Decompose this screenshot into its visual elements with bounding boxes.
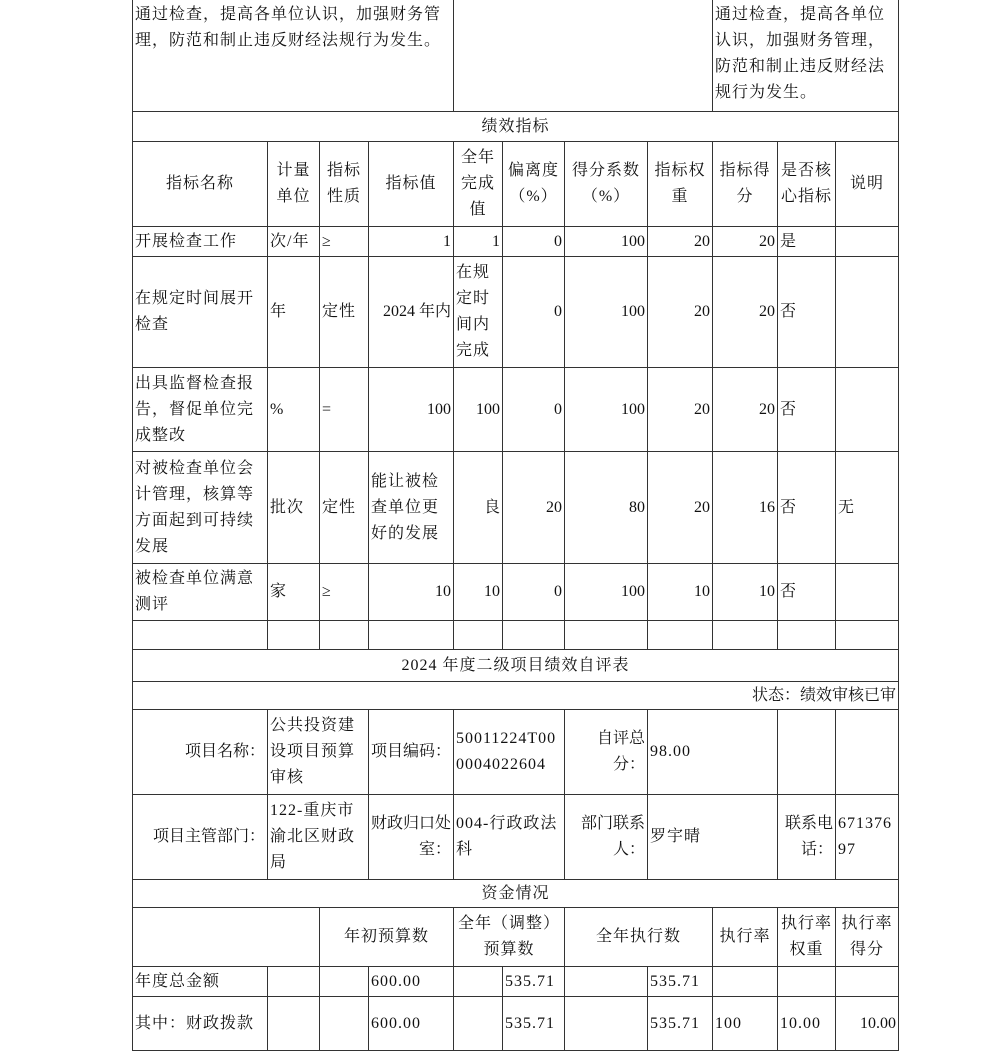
perf-header-cell-text: 指标权重	[654, 162, 706, 205]
perf-cell-text: 在规定时间内完成	[456, 264, 491, 359]
perf-cell	[564, 256, 648, 368]
perf-cell	[453, 256, 503, 368]
contact-label	[564, 794, 648, 880]
perf-header-cell	[453, 141, 503, 227]
execution-rate-text: 100	[715, 1014, 742, 1032]
perf-cell-text: 开展检查工作	[135, 232, 238, 250]
perf-cell-text: 否	[780, 498, 798, 516]
perf-cell	[319, 256, 369, 368]
status-text-text: 状态：绩效审核已审	[751, 686, 896, 704]
perf-cell-text: 100	[427, 400, 451, 418]
section-title-performance	[132, 111, 899, 142]
perf-cell	[777, 367, 836, 452]
perf-cell-text: 0	[554, 400, 562, 418]
perf-cell	[502, 256, 565, 368]
perf-cell	[564, 451, 648, 564]
initial-budget-text: 600.00	[371, 972, 421, 990]
goal-text-left-text: 通过检查，提高各单位认识，加强财务管理，防范和制止违反财经法规行为发生。	[135, 6, 442, 49]
perf-cell-text: 80	[629, 498, 645, 516]
perf-cell-text: 10	[759, 583, 775, 600]
form-title-text: 2024 年度二级项目绩效自评表	[401, 656, 630, 674]
perf-cell-text: 良	[483, 498, 500, 516]
perf-header-cell	[368, 141, 454, 227]
perf-cell	[368, 451, 454, 564]
perf-cell-text: 100	[621, 583, 645, 600]
perf-cell-text: 批次	[270, 498, 305, 516]
perf-header-cell	[319, 141, 369, 227]
perf-cell	[564, 367, 648, 452]
perf-header-cell	[132, 141, 268, 227]
perf-cell	[712, 563, 778, 621]
perf-cell-text: 否	[780, 583, 798, 600]
perf-header-cell-text: 说明	[849, 175, 884, 192]
office-label	[368, 794, 454, 880]
dept-value	[267, 794, 369, 880]
empty-cell	[453, 0, 713, 112]
section-title-funds-text: 资金情况	[481, 884, 550, 902]
perf-cell	[777, 256, 836, 368]
perf-cell	[368, 563, 454, 621]
office-value	[453, 794, 565, 880]
perf-cell	[835, 367, 899, 452]
funds-row-label-text: 年度总金额	[135, 972, 221, 990]
execution-rate	[712, 966, 778, 997]
perf-cell-text: 20	[759, 232, 775, 250]
phone-value-text: 67137697	[838, 815, 892, 858]
perf-cell	[319, 367, 369, 452]
perf-cell-text: %	[270, 400, 285, 418]
funds-header-cell-text: 执行率权重	[780, 915, 832, 958]
perf-cell	[453, 563, 503, 621]
empty-cell	[777, 709, 836, 795]
perf-cell-text: 是	[780, 232, 798, 250]
empty-cell	[453, 966, 503, 997]
perf-header-cell-text: 指标得分	[719, 162, 771, 205]
perf-cell-text: 20	[759, 303, 775, 320]
status-text	[132, 681, 899, 710]
adjusted-budget-text: 535.71	[505, 972, 555, 990]
phone-label	[777, 794, 836, 880]
perf-header-cell-text: 指标性质	[326, 162, 361, 205]
perf-header-cell-text: 计量单位	[276, 162, 311, 205]
perf-cell	[647, 620, 713, 650]
perf-header-cell	[564, 141, 648, 227]
perf-cell-text: 10	[694, 583, 710, 600]
perf-cell	[132, 451, 268, 564]
perf-cell	[319, 563, 369, 621]
perf-cell	[453, 367, 503, 452]
perf-cell-text: 100	[621, 303, 645, 320]
perf-cell-text: 无	[838, 498, 856, 516]
perf-cell	[132, 563, 268, 621]
funds-header-cell	[564, 907, 713, 967]
funds-header-cell-text: 全年（调整）预算数	[457, 915, 560, 958]
office-label-text: 财政归口处室：	[371, 815, 452, 858]
empty-cell	[564, 996, 648, 1051]
perf-cell	[564, 563, 648, 621]
initial-budget	[368, 996, 454, 1051]
perf-cell	[647, 256, 713, 368]
perf-cell	[267, 367, 320, 452]
perf-cell-text: 0	[554, 303, 562, 320]
perf-cell-text: 被检查单位满意测评	[135, 570, 255, 613]
perf-cell	[564, 226, 648, 257]
empty-cell	[319, 996, 369, 1051]
perf-cell	[835, 256, 899, 368]
empty-cell	[453, 996, 503, 1051]
perf-cell	[132, 226, 268, 257]
name-label-text: 项目名称：	[184, 743, 265, 760]
score-label	[564, 709, 648, 795]
perf-cell-text: 1	[443, 232, 451, 250]
perf-cell-text: 20	[546, 498, 562, 516]
perf-cell	[835, 620, 899, 650]
perf-cell	[835, 563, 899, 621]
empty-cell	[267, 996, 320, 1051]
perf-cell	[647, 226, 713, 257]
perf-cell	[777, 563, 836, 621]
perf-cell-text: 能让被检查单位更好的发展	[371, 472, 440, 542]
perf-cell-text: ≥	[322, 232, 332, 250]
empty-cell	[267, 966, 320, 997]
perf-cell-text: 20	[694, 232, 710, 250]
executed-amount	[647, 966, 713, 997]
perf-cell	[502, 620, 565, 650]
perf-header-cell-text: 得分系数（%）	[571, 162, 640, 205]
perf-header-cell	[777, 141, 836, 227]
rate-score	[835, 996, 899, 1051]
perf-cell	[502, 226, 565, 257]
perf-cell	[712, 256, 778, 368]
perf-cell	[267, 451, 320, 564]
perf-cell	[132, 256, 268, 368]
perf-cell-text: 20	[694, 400, 710, 418]
code-label	[368, 709, 454, 795]
perf-cell-text: 否	[780, 400, 798, 418]
score-value-text: 98.00	[650, 743, 691, 760]
goal-text-right	[712, 0, 899, 112]
perf-header-cell-text: 是否核心指标	[780, 162, 832, 205]
perf-cell-text: 年	[270, 303, 288, 320]
rate-score	[835, 966, 899, 997]
perf-cell	[835, 451, 899, 564]
perf-cell-text: 20	[694, 303, 710, 320]
perf-cell-text: 对被检查单位会计管理，核算等方面起到可持续发展	[135, 459, 255, 555]
perf-cell	[319, 226, 369, 257]
perf-cell	[712, 451, 778, 564]
funds-header-cell-text: 执行率	[719, 928, 771, 945]
rate-weight-text: 10.00	[780, 1014, 821, 1032]
perf-cell	[647, 367, 713, 452]
adjusted-budget	[502, 966, 565, 997]
section-title-funds	[132, 879, 899, 908]
perf-header-cell-text: 全年完成值	[460, 149, 495, 218]
dept-label-text: 项目主管部门：	[152, 828, 265, 845]
name-label	[132, 709, 268, 795]
funds-header-cell	[319, 907, 454, 967]
dept-label	[132, 794, 268, 880]
section-title-performance-text: 绩效指标	[481, 117, 550, 135]
perf-header-cell-text: 指标名称	[165, 175, 234, 192]
perf-cell	[777, 620, 836, 650]
dept-value-text: 122-重庆市渝北区财政局	[270, 802, 356, 871]
perf-cell-text: 在规定时间展开检查	[135, 290, 255, 333]
perf-cell	[835, 226, 899, 257]
funds-row-label	[132, 996, 268, 1051]
execution-rate	[712, 996, 778, 1051]
perf-cell	[453, 451, 503, 564]
perf-header-cell	[267, 141, 320, 227]
funds-row-label-text: 其中：财政拨款	[135, 1014, 255, 1032]
perf-cell-text: 1	[492, 232, 500, 250]
rate-weight	[777, 996, 836, 1051]
perf-cell	[564, 620, 648, 650]
funds-header-cell	[712, 907, 778, 967]
perf-cell-text: 0	[554, 232, 562, 250]
rate-weight	[777, 966, 836, 997]
perf-cell	[647, 451, 713, 564]
code-value-text: 50011224T000004022604	[456, 730, 557, 773]
phone-label-text: 联系电话：	[784, 815, 833, 858]
perf-cell	[319, 620, 369, 650]
perf-cell	[267, 256, 320, 368]
code-value	[453, 709, 565, 795]
perf-cell-text: 0	[554, 583, 562, 600]
perf-cell	[368, 367, 454, 452]
empty-cell	[319, 966, 369, 997]
adjusted-budget-text: 535.71	[505, 1014, 555, 1032]
funds-header-cell	[835, 907, 899, 967]
name-value-text: 公共投资建设项目预算审核	[270, 717, 356, 786]
perf-cell-text: 次/年	[270, 232, 310, 250]
score-value	[647, 709, 778, 795]
perf-cell	[368, 256, 454, 368]
perf-cell	[368, 226, 454, 257]
perf-cell-text: 16	[759, 498, 775, 516]
perf-header-cell	[835, 141, 899, 227]
executed-amount	[647, 996, 713, 1051]
funds-header-cell-text: 全年执行数	[595, 928, 681, 945]
code-label-text: 项目编码：	[371, 743, 452, 760]
perf-cell	[502, 451, 565, 564]
empty-cell	[835, 709, 899, 795]
perf-cell-text: 20	[694, 498, 710, 516]
perf-cell-text: 定性	[322, 498, 357, 516]
perf-cell-text: 出具监督检查报告，督促单位完成整改	[135, 374, 255, 444]
perf-cell	[132, 367, 268, 452]
perf-cell	[453, 226, 503, 257]
perf-header-cell-text: 指标值	[385, 175, 437, 192]
goal-text-right-text: 通过检查，提高各单位认识，加强财务管理，防范和制止违反财经法规行为发生。	[715, 6, 886, 101]
perf-cell-text: 2024 年内	[382, 303, 451, 320]
empty-cell	[564, 966, 648, 997]
perf-cell	[502, 563, 565, 621]
perf-cell-text: 否	[780, 303, 798, 320]
perf-cell-text: 家	[270, 583, 288, 600]
perf-cell	[368, 620, 454, 650]
form-title	[132, 649, 899, 682]
perf-header-cell	[712, 141, 778, 227]
perf-cell-text: 100	[621, 232, 645, 250]
executed-amount-text: 535.71	[650, 1014, 700, 1032]
empty-cell	[132, 907, 320, 967]
perf-cell	[319, 451, 369, 564]
rate-score-text: 10.00	[860, 1014, 896, 1032]
perf-cell-text: 定性	[322, 303, 357, 320]
perf-cell-text: 20	[759, 400, 775, 418]
perf-cell-text: 10	[435, 583, 451, 600]
contact-value	[647, 794, 778, 880]
funds-header-cell	[453, 907, 565, 967]
adjusted-budget	[502, 996, 565, 1051]
funds-header-cell	[777, 907, 836, 967]
perf-cell-text: 100	[621, 400, 645, 418]
perf-cell-text: 10	[484, 583, 500, 600]
perf-cell	[712, 367, 778, 452]
perf-header-cell	[647, 141, 713, 227]
perf-cell-text: =	[322, 400, 333, 418]
perf-cell	[453, 620, 503, 650]
perf-cell	[777, 451, 836, 564]
goal-text-left	[132, 0, 454, 112]
executed-amount-text: 535.71	[650, 972, 700, 990]
initial-budget-text: 600.00	[371, 1014, 421, 1032]
perf-cell	[132, 620, 268, 650]
perf-cell	[267, 226, 320, 257]
contact-label-text: 部门联系人：	[580, 815, 645, 858]
perf-cell	[267, 563, 320, 621]
perf-cell	[712, 620, 778, 650]
perf-cell	[267, 620, 320, 650]
office-value-text: 004-行政政法科	[456, 815, 558, 858]
perf-cell-text: ≥	[322, 583, 332, 600]
perf-cell	[712, 226, 778, 257]
perf-header-cell-text: 偏离度（%）	[507, 162, 559, 205]
funds-header-cell-text: 年初预算数	[343, 928, 429, 945]
perf-header-cell	[502, 141, 565, 227]
funds-row-label	[132, 966, 268, 997]
perf-cell	[647, 563, 713, 621]
perf-cell-text: 100	[476, 400, 500, 418]
score-label-text: 自评总分：	[596, 730, 645, 773]
funds-header-cell-text: 执行率得分	[841, 915, 893, 958]
name-value	[267, 709, 369, 795]
initial-budget	[368, 966, 454, 997]
phone-value	[835, 794, 899, 880]
perf-cell	[502, 367, 565, 452]
perf-cell	[777, 226, 836, 257]
contact-value-text: 罗宇晴	[650, 828, 702, 845]
